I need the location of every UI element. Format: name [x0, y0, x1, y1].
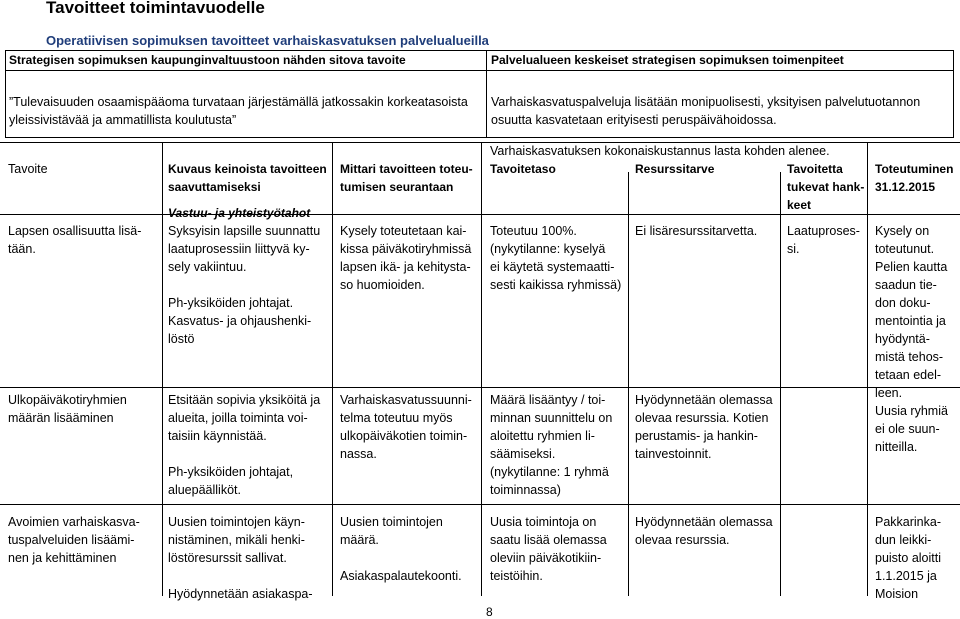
- header-tavoitetaso: Tavoitetaso: [490, 162, 556, 176]
- strategy-left-text: ”Tulevaisuuden osaamispääoma turvataan järjestämällä jatkossakin korkeatasoista yleissivistävää ja ammatillista koulutusta”: [9, 95, 468, 127]
- row3-tavoitetaso: Uusia toimintoja on saatu lisää olemassa oleviin päiväkotikiin- teistöihin.: [490, 515, 607, 583]
- header-toteutuminen: Toteutuminen 31.12.2015: [875, 162, 954, 194]
- row3-mittari: Uusien toimintojen määrä. Asiakaspalautekoonti.: [340, 515, 462, 583]
- strategy-left-header: Strategisen sopimuksen kaupunginvaltuustoon nähden sitova tavoite: [9, 53, 406, 67]
- strategy-right-header: Palvelualueen keskeiset strategisen sopimuksen toimenpiteet: [491, 53, 844, 67]
- row2-kuvaus: Etsitään sopivia yksiköitä ja alueita, joilla toiminta voi- taisiin käynnistää. Ph-yksiköiden johtajat, aluepäälliköt.: [168, 393, 321, 497]
- row3-toteutuminen: Pakkarinka- dun leikki- puisto aloitti 1.1.2015 ja Moision: [875, 515, 942, 601]
- header-vastuu: Vastuu- ja yhteistyötahot: [168, 206, 311, 220]
- row2-tavoite: Ulkopäiväkotiryhmien määrän lisääminen: [8, 393, 127, 425]
- row1-resurssitarve: Ei lisäresurssitarvetta.: [635, 224, 758, 238]
- row3-tavoite: Avoimien varhaiskasva- tuspalveluiden lisäämi- nen ja kehittäminen: [8, 515, 140, 565]
- row1-tavoite: Lapsen osallisuutta lisä- tään.: [8, 224, 142, 256]
- row3-kuvaus: Uusien toimintojen käyn- nistäminen, mikäli henki- löstöresurssit sallivat. Hyödynnetään asiakaspa-: [168, 515, 313, 601]
- row1-mittari: Kysely toteutetaan kai- kissa päiväkotiryhmissä lapsen ikä- ja kehitysta- so huomioiden.: [340, 224, 472, 292]
- row3-resurssitarve: Hyödynnetään olemassa olevaa resurssia.: [635, 515, 773, 547]
- header-resurssitarve: Resurssitarve: [635, 162, 715, 176]
- header-tavoite: Tavoite: [8, 162, 48, 176]
- page-title: Tavoitteet toimintavuodelle: [46, 0, 265, 17]
- row1-hankkeet: Laatuproses- si.: [787, 224, 860, 256]
- row2-resurssitarve: Hyödynnetään olemassa olevaa resurssia. Kotien perustamis- ja hankin- tainvestoinnit.: [635, 393, 773, 461]
- row2-tavoitetaso: Määrä lisääntyy / toi- minnan suunnittelu on aloitettu ryhmien li- säämiseksi. (nykytilanne: 1 ryhmä toiminnassa): [490, 393, 613, 497]
- row1-kuvaus: Syksyisin lapsille suunnattu laatuprosessiin liittyvä ky- sely vakiintuu. Ph-yksiköiden johtajat. Kasvatus- ja ohjaushenki- löstö: [168, 224, 321, 346]
- header-mittari: Mittari tavoitteen toteu- tumisen seurantaan: [340, 162, 473, 194]
- page-number: 8: [486, 605, 493, 619]
- row1-tavoitetaso: Toteutuu 100%. (nykytilanne: kyselyä ei käytetä systemaatti- sesti kaikissa ryhmissä): [490, 224, 622, 292]
- strategy-box: [5, 50, 954, 138]
- goals-table: [0, 142, 960, 601]
- toteutuminen-text: Kysely on toteutunut. Pelien kautta saadun tie- don doku- mentointia ja hyödyntä- mistä tehos- tetaan edel- leen. Uusia ryhmiä ei ole suun- nitteilla.: [875, 224, 948, 454]
- header-kuvaus: Kuvaus keinoista tavoitteen saavuttamiseksi: [168, 162, 327, 194]
- strategy-right-text: Varhaiskasvatuspalveluja lisätään monipuolisesti, yksityisen palvelutuotannon osuutta kasvatetaan erityisesti peruspäivähoidossa.: [491, 95, 921, 127]
- row2-mittari: Varhaiskasvatussuunni- telma toteutuu myös ulkopäiväkotien toimin- nassa.: [340, 393, 472, 461]
- section-subtitle: Operatiivisen sopimuksen tavoitteet varhaiskasvatuksen palvelualueilla: [46, 33, 489, 48]
- header-hankkeet: Tavoitetta tukevat hank- keet: [787, 162, 865, 212]
- cost-note: Varhaiskasvatuksen kokonaiskustannus lasta kohden alenee.: [490, 144, 830, 158]
